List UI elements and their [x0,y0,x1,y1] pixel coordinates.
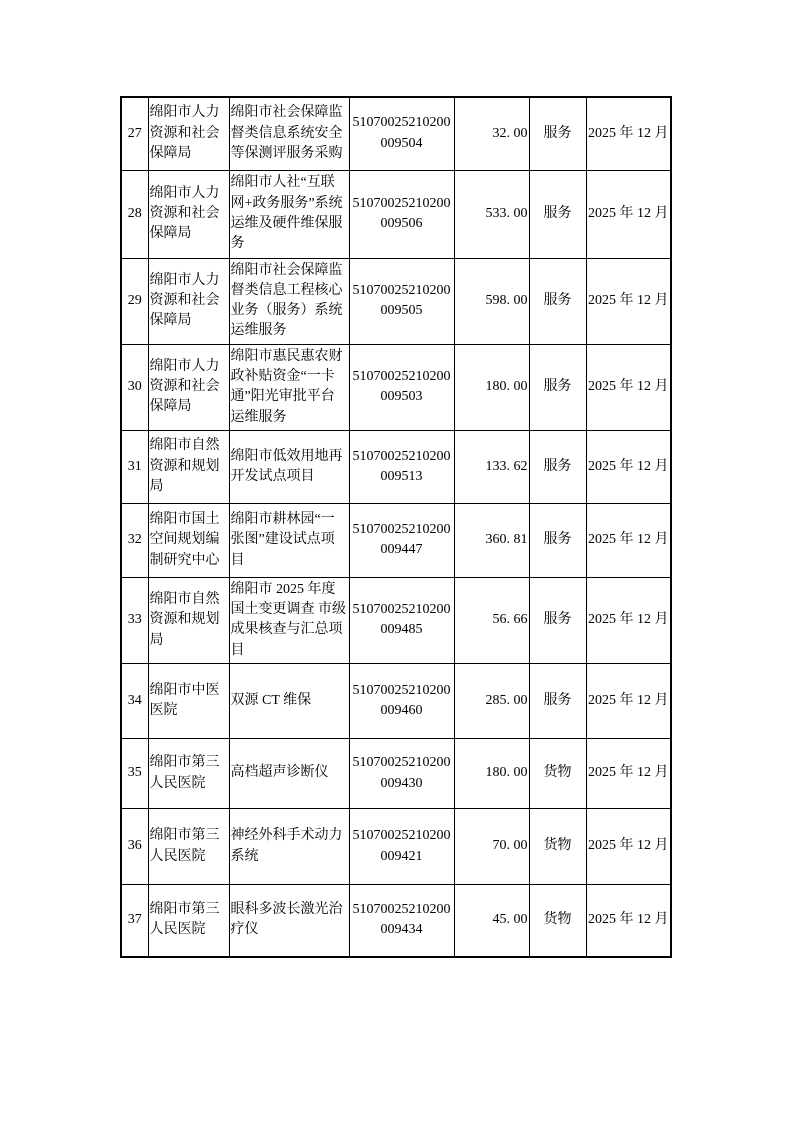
table-row [121,258,671,344]
procurement-type-cell: 服务 [529,503,586,577]
budget-amount-cell: 180. 00 [454,344,529,430]
purchaser-cell: 绵阳市第三人民医院 [148,739,229,809]
project-name-cell: 绵阳市社会保障监督类信息系统安全等保测评服务采购 [229,97,349,170]
purchaser-cell: 绵阳市国土空间规划编制研究中心 [148,503,229,577]
table-row [121,664,671,739]
budget-amount-cell: 533. 00 [454,170,529,258]
purchaser-cell: 绵阳市自然资源和规划局 [148,430,229,503]
table-row [121,97,671,170]
budget-amount-cell: 45. 00 [454,885,529,957]
procurement-type-cell: 服务 [529,97,586,170]
purchaser-cell: 绵阳市人力资源和社会保障局 [148,258,229,344]
project-name-cell: 眼科多波长激光治疗仪 [229,885,349,957]
budget-amount-cell: 32. 00 [454,97,529,170]
budget-amount-cell: 56. 66 [454,577,529,663]
project-number-cell: 51070025210200 009485 [349,577,454,663]
date-cell: 2025 年 12 月 [586,503,671,577]
date-cell: 2025 年 12 月 [586,577,671,663]
project-name-cell: 双源 CT 维保 [229,664,349,739]
purchaser-cell: 绵阳市中医医院 [148,664,229,739]
budget-amount-cell: 180. 00 [454,739,529,809]
table-row [121,885,671,957]
date-cell: 2025 年 12 月 [586,664,671,739]
date-cell: 2025 年 12 月 [586,344,671,430]
project-number-cell: 51070025210200 009430 [349,739,454,809]
procurement-type-cell: 货物 [529,809,586,885]
budget-amount-cell: 70. 00 [454,809,529,885]
project-number-cell: 51070025210200 009506 [349,170,454,258]
project-number-cell: 51070025210200 009505 [349,258,454,344]
project-name-cell: 绵阳市惠民惠农财政补贴资金“一卡通”阳光审批平台运维服务 [229,344,349,430]
procurement-type-cell: 服务 [529,344,586,430]
budget-amount-cell: 598. 00 [454,258,529,344]
date-cell: 2025 年 12 月 [586,170,671,258]
procurement-type-cell: 服务 [529,258,586,344]
row-number-cell: 32 [121,503,148,577]
budget-amount-cell: 133. 62 [454,430,529,503]
table-row [121,430,671,503]
row-number-cell: 28 [121,170,148,258]
budget-amount-cell: 360. 81 [454,503,529,577]
project-number-cell: 51070025210200 009503 [349,344,454,430]
project-number-cell: 51070025210200 009504 [349,97,454,170]
procurement-type-cell: 服务 [529,664,586,739]
project-name-cell: 高档超声诊断仪 [229,739,349,809]
project-number-cell: 51070025210200 009447 [349,503,454,577]
table-row [121,344,671,430]
row-number-cell: 29 [121,258,148,344]
table-row [121,503,671,577]
project-name-cell: 绵阳市耕林园“一张图”建设试点项目 [229,503,349,577]
date-cell: 2025 年 12 月 [586,430,671,503]
project-name-cell: 绵阳市人社“互联网+政务服务”系统运维及硬件维保服务 [229,170,349,258]
project-number-cell: 51070025210200 009434 [349,885,454,957]
procurement-table-body [121,97,671,957]
project-number-cell: 51070025210200 009460 [349,664,454,739]
purchaser-cell: 绵阳市人力资源和社会保障局 [148,170,229,258]
row-number-cell: 37 [121,885,148,957]
row-number-cell: 34 [121,664,148,739]
table-row [121,739,671,809]
purchaser-cell: 绵阳市人力资源和社会保障局 [148,97,229,170]
procurement-type-cell: 货物 [529,885,586,957]
row-number-cell: 33 [121,577,148,663]
project-name-cell: 绵阳市低效用地再开发试点项目 [229,430,349,503]
project-name-cell: 绵阳市 2025 年度国土变更调查 市级成果核查与汇总项目 [229,577,349,663]
purchaser-cell: 绵阳市自然资源和规划局 [148,577,229,663]
date-cell: 2025 年 12 月 [586,885,671,957]
table-row [121,809,671,885]
date-cell: 2025 年 12 月 [586,97,671,170]
procurement-type-cell: 服务 [529,430,586,503]
date-cell: 2025 年 12 月 [586,739,671,809]
date-cell: 2025 年 12 月 [586,258,671,344]
row-number-cell: 36 [121,809,148,885]
project-name-cell: 绵阳市社会保障监督类信息工程核心业务（服务）系统运维服务 [229,258,349,344]
row-number-cell: 31 [121,430,148,503]
purchaser-cell: 绵阳市人力资源和社会保障局 [148,344,229,430]
procurement-type-cell: 货物 [529,739,586,809]
purchaser-cell: 绵阳市第三人民医院 [148,809,229,885]
purchaser-cell: 绵阳市第三人民医院 [148,885,229,957]
project-number-cell: 51070025210200 009513 [349,430,454,503]
table-row [121,577,671,663]
date-cell: 2025 年 12 月 [586,809,671,885]
project-number-cell: 51070025210200 009421 [349,809,454,885]
project-name-cell: 神经外科手术动力系统 [229,809,349,885]
row-number-cell: 30 [121,344,148,430]
procurement-type-cell: 服务 [529,577,586,663]
row-number-cell: 35 [121,739,148,809]
budget-amount-cell: 285. 00 [454,664,529,739]
procurement-table [120,96,672,958]
table-row [121,170,671,258]
row-number-cell: 27 [121,97,148,170]
procurement-type-cell: 服务 [529,170,586,258]
